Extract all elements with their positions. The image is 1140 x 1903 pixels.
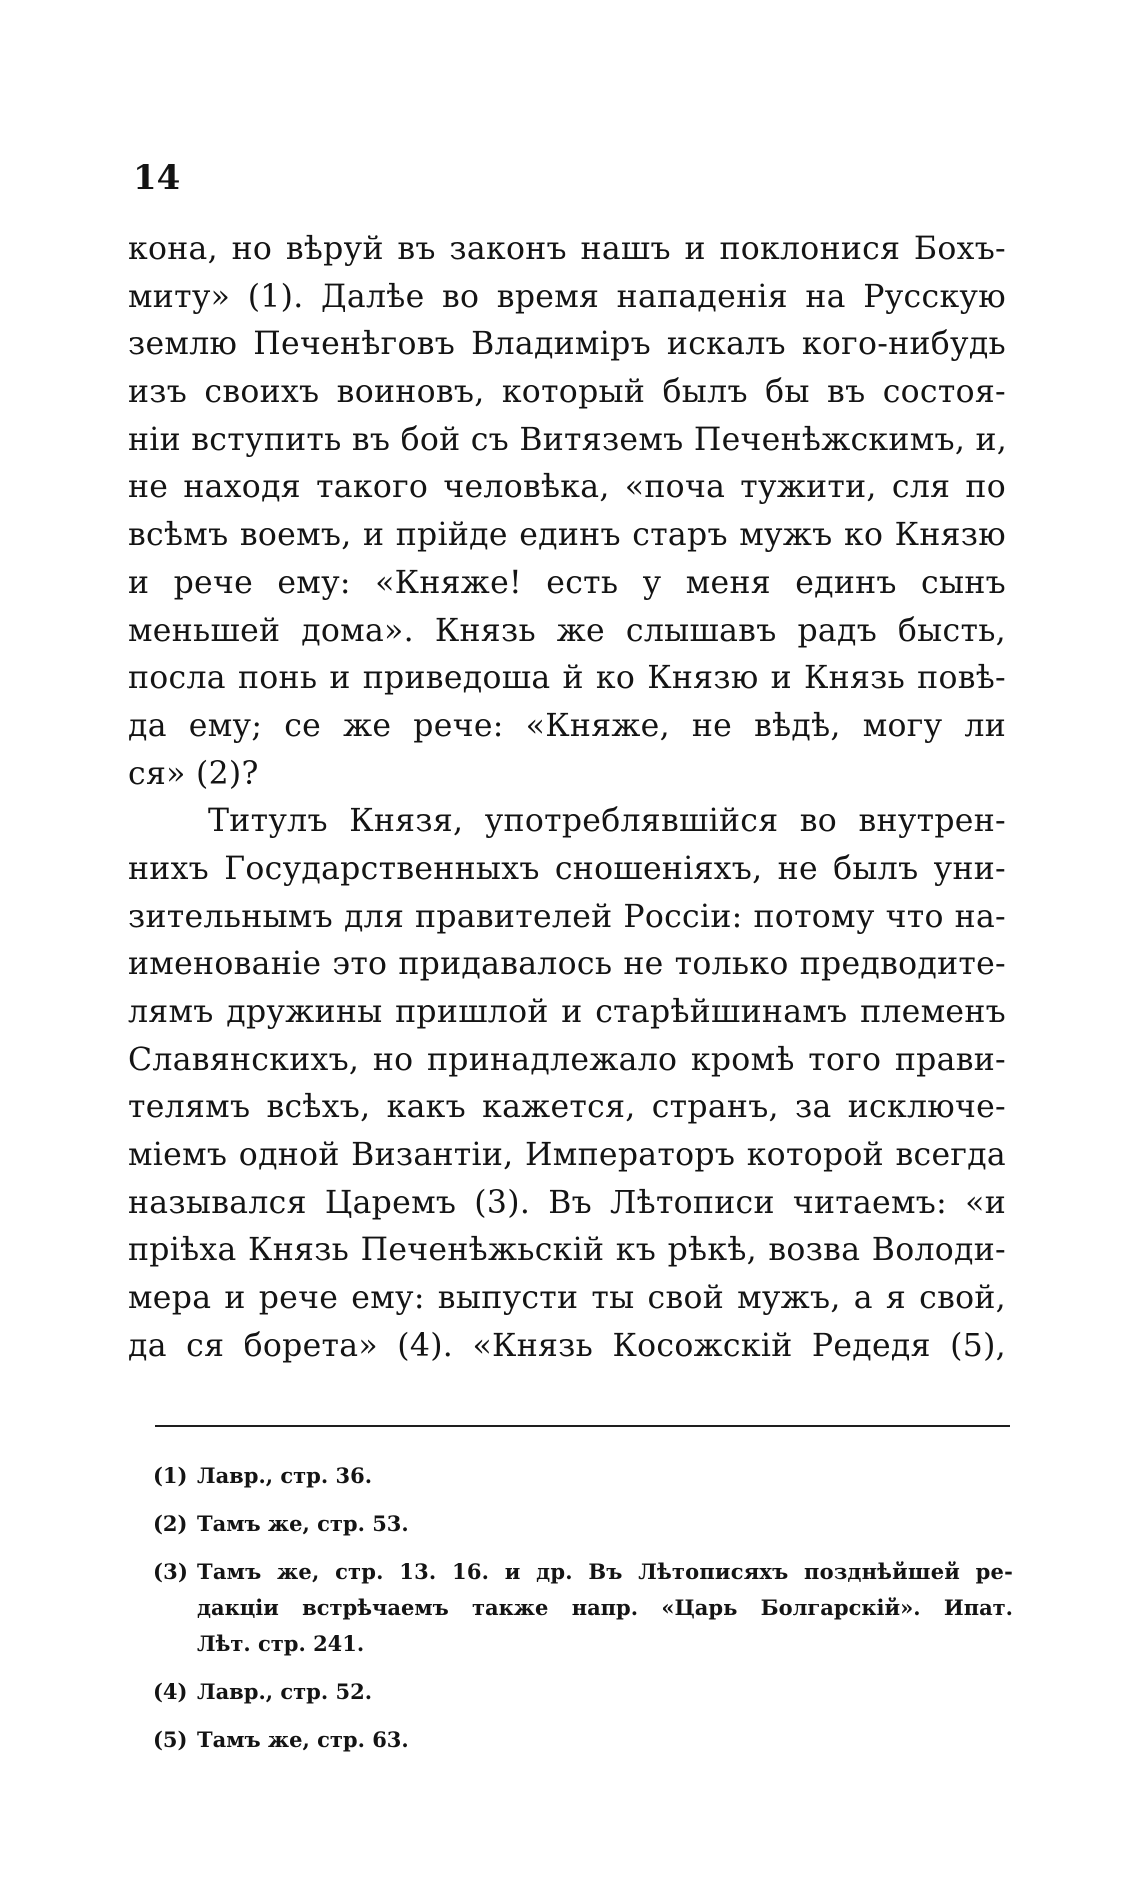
body-line: телямъ всѣхъ, какъ кажется, странъ, за исключе- <box>128 1089 1006 1126</box>
body-line: ніи вступить въ бой съ Витяземъ Печенѣжскимъ, и, <box>128 421 1008 458</box>
body-text <box>128 226 1006 1371</box>
body-line: ся» (2)? <box>128 755 259 792</box>
body-line: и рече ему: «Княже! есть у меня единъ сынъ <box>128 564 1006 601</box>
footnote-2 <box>153 1506 1013 1542</box>
footnote-1 <box>153 1458 1013 1494</box>
body-line: мера и рече ему: выпусти ты свой мужъ, а я свой, <box>128 1280 1006 1317</box>
body-line: назывался Царемъ (3). Въ Лѣтописи читаемъ: «и <box>128 1184 1006 1221</box>
body-line: изъ своихъ воиновъ, который былъ бы въ состоя- <box>128 374 1006 411</box>
body-line: да ему; се же рече: «Княже, не вѣдѣ, могу ли <box>128 707 1006 744</box>
footnote-text: Тамъ же, стр. 63. <box>197 1727 409 1752</box>
footnote-text-continued: Лѣт. стр. 241. <box>197 1631 365 1656</box>
body-line: да ся борета» (4). «Князь Косожскій Редедя (5), <box>128 1327 1006 1364</box>
body-line: землю Печенѣговъ Владиміръ искалъ кого-нибудь <box>128 326 1006 363</box>
footnote-number: (5) <box>153 1727 188 1752</box>
body-line: пріѣха Князь Печенѣжьскій къ рѣкѣ, возва Володи- <box>128 1232 1006 1269</box>
body-line: не находя такого человѣка, «поча тужити, сля по <box>128 469 1006 506</box>
footnote-4 <box>153 1674 1013 1710</box>
page-number: 14 <box>133 158 181 198</box>
footnotes <box>153 1458 1013 1770</box>
footnote-number: (3) <box>153 1559 189 1584</box>
footnote-text: Тамъ же, стр. 13. 16. и др. Въ Лѣтописяхъ позднѣйшей ре- <box>197 1559 1013 1584</box>
body-line: зительнымъ для правителей Россіи: потому что на- <box>128 898 1006 935</box>
body-line: меньшей дома». Князь же слышавъ радъ бысть, <box>128 612 1006 649</box>
body-line: міемъ одной Византіи, Императоръ которой всегда <box>128 1137 1006 1174</box>
footnote-5 <box>153 1722 1013 1758</box>
footnote-number: (2) <box>153 1511 188 1536</box>
footnote-number: (4) <box>153 1679 188 1704</box>
footnote-text: Лавр., стр. 36. <box>197 1463 373 1488</box>
footnote-3 <box>153 1554 1013 1662</box>
body-line: посла понь и приведоша й ко Князю и Князь повѣ- <box>128 660 1006 697</box>
body-line: нихъ Государственныхъ сношеніяхъ, не былъ уни- <box>128 850 1006 887</box>
body-line: Славянскихъ, но принадлежало кромѣ того прави- <box>128 1041 1006 1078</box>
body-line: кона, но вѣруй въ законъ нашъ и поклонися Бохъ- <box>128 231 1006 267</box>
body-line: всѣмъ воемъ, и прійде единъ старъ мужъ ко Князю <box>128 517 1006 554</box>
body-line: лямъ дружины пришлой и старѣйшинамъ племенъ <box>128 994 1006 1030</box>
footnote-text: Лавр., стр. 52. <box>197 1679 373 1704</box>
footnote-text-continued: дакціи встрѣчаемъ также напр. «Царь Болгарскій». Ипат. <box>197 1595 1013 1620</box>
body-line: именованіе это придавалось не только предводите- <box>128 946 1006 983</box>
body-line: миту» (1). Далѣе во время нападенія на Русскую <box>128 278 1006 315</box>
footnote-divider <box>155 1425 1010 1427</box>
paragraph-start-line: Титулъ Князя, употреблявшійся во внутрен- <box>208 803 1006 840</box>
footnote-number: (1) <box>153 1463 188 1488</box>
footnote-text: Тамъ же, стр. 53. <box>197 1511 409 1536</box>
